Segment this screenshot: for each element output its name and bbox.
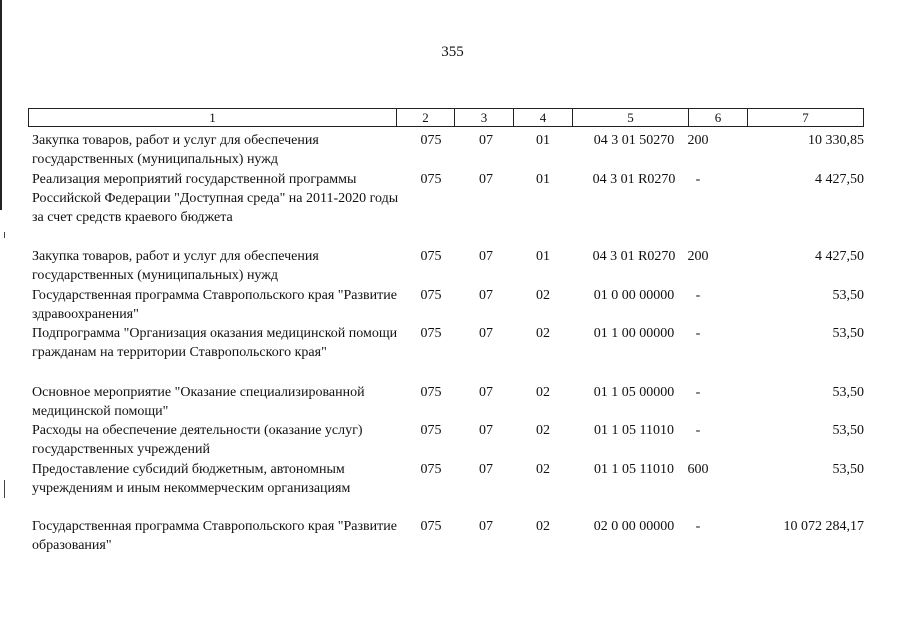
- row-amount: 4 427,50: [815, 172, 864, 187]
- row-code-2: 075: [420, 462, 442, 477]
- row-code-2: 075: [420, 385, 442, 400]
- row-code-3: 07: [479, 288, 493, 303]
- row-name: Основное мероприятие "Оказание специализированной медицинской помощи": [32, 385, 365, 419]
- row-name: Подпрограмма "Организация оказания медицинской помощи гражданам на территории Ставропольского края": [32, 326, 398, 360]
- row-code-5: 04 3 01 R0270: [592, 172, 676, 187]
- column-header-3: 3: [455, 109, 514, 126]
- row-code-5: 02 0 00 00000: [593, 519, 675, 534]
- row-code-5: 04 3 01 R0270: [592, 249, 676, 264]
- row-code-2: 075: [420, 423, 442, 438]
- row-code-4: 02: [536, 288, 550, 303]
- row-code-2: 075: [420, 519, 442, 534]
- row-code-5: 01 1 05 00000: [593, 385, 675, 400]
- row-amount: 53,50: [832, 462, 864, 477]
- row-code-3: 07: [479, 249, 493, 264]
- row-code-3: 07: [479, 519, 493, 534]
- row-code-6: -: [695, 326, 701, 341]
- scan-edge-line: [0, 0, 2, 210]
- row-code-5: 01 1 05 11010: [594, 423, 674, 438]
- row-name: Государственная программа Ставропольского края "Развитие здравоохранения": [32, 288, 397, 322]
- row-code-6: -: [695, 288, 701, 303]
- row-code-2: 075: [420, 326, 442, 341]
- row-code-3: 07: [479, 133, 493, 148]
- row-code-5: 01 1 05 11010: [594, 462, 674, 477]
- scan-edge-mark: [4, 480, 5, 498]
- row-name: Государственная программа Ставропольского края "Развитие образования": [32, 519, 397, 553]
- scan-edge-mark: [4, 232, 5, 238]
- row-code-4: 02: [536, 519, 550, 534]
- page-number: 355: [441, 44, 464, 60]
- column-header-2: 2: [397, 109, 455, 126]
- row-amount: 4 427,50: [815, 249, 864, 264]
- row-code-6: -: [695, 172, 701, 187]
- row-code-4: 01: [536, 172, 550, 187]
- column-header-4: 4: [514, 109, 573, 126]
- row-amount: 10 072 284,17: [783, 519, 864, 534]
- row-code-4: 02: [536, 462, 550, 477]
- row-code-3: 07: [479, 385, 493, 400]
- row-code-4: 02: [536, 326, 550, 341]
- row-amount: 10 330,85: [808, 133, 864, 148]
- row-code-3: 07: [479, 326, 493, 341]
- row-name: Расходы на обеспечение деятельности (оказание услуг) государственных учреждений: [32, 423, 363, 457]
- column-header-5: 5: [573, 109, 689, 126]
- row-code-3: 07: [479, 172, 493, 187]
- row-code-6: -: [695, 385, 701, 400]
- column-header-1: 1: [29, 109, 397, 126]
- row-amount: 53,50: [832, 326, 864, 341]
- row-code-4: 01: [536, 249, 550, 264]
- row-code-5: 01 1 00 00000: [593, 326, 675, 341]
- row-code-2: 075: [420, 133, 442, 148]
- row-code-5: 01 0 00 00000: [593, 288, 675, 303]
- row-code-6: 200: [687, 133, 709, 148]
- row-name: Реализация мероприятий государственной программы Российской Федерации "Доступная среда" на 2011-2020 годы за счет средств краевого бюджета: [32, 172, 399, 225]
- row-code-3: 07: [479, 462, 493, 477]
- column-header-7: 7: [802, 110, 809, 125]
- row-name: Закупка товаров, работ и услуг для обеспечения государственных (муниципальных) нужд: [32, 133, 319, 167]
- row-code-3: 07: [479, 423, 493, 438]
- row-name: Предоставление субсидий бюджетным, автономным учреждениям и иным некоммерческим организациям: [32, 462, 351, 496]
- row-amount: 53,50: [832, 423, 864, 438]
- column-header-6: 6: [689, 109, 748, 126]
- row-code-4: 02: [536, 385, 550, 400]
- row-code-4: 02: [536, 423, 550, 438]
- row-code-2: 075: [420, 172, 442, 187]
- row-code-6: -: [695, 423, 701, 438]
- row-code-2: 075: [420, 288, 442, 303]
- row-amount: 53,50: [832, 288, 864, 303]
- row-code-4: 01: [536, 133, 550, 148]
- row-code-6: 600: [687, 462, 709, 477]
- table-header: [28, 108, 864, 127]
- row-code-6: -: [695, 519, 701, 534]
- row-code-6: 200: [687, 249, 709, 264]
- row-code-2: 075: [420, 249, 442, 264]
- row-amount: 53,50: [832, 385, 864, 400]
- row-name: Закупка товаров, работ и услуг для обеспечения государственных (муниципальных) нужд: [32, 249, 319, 283]
- row-code-5: 04 3 01 50270: [593, 133, 675, 148]
